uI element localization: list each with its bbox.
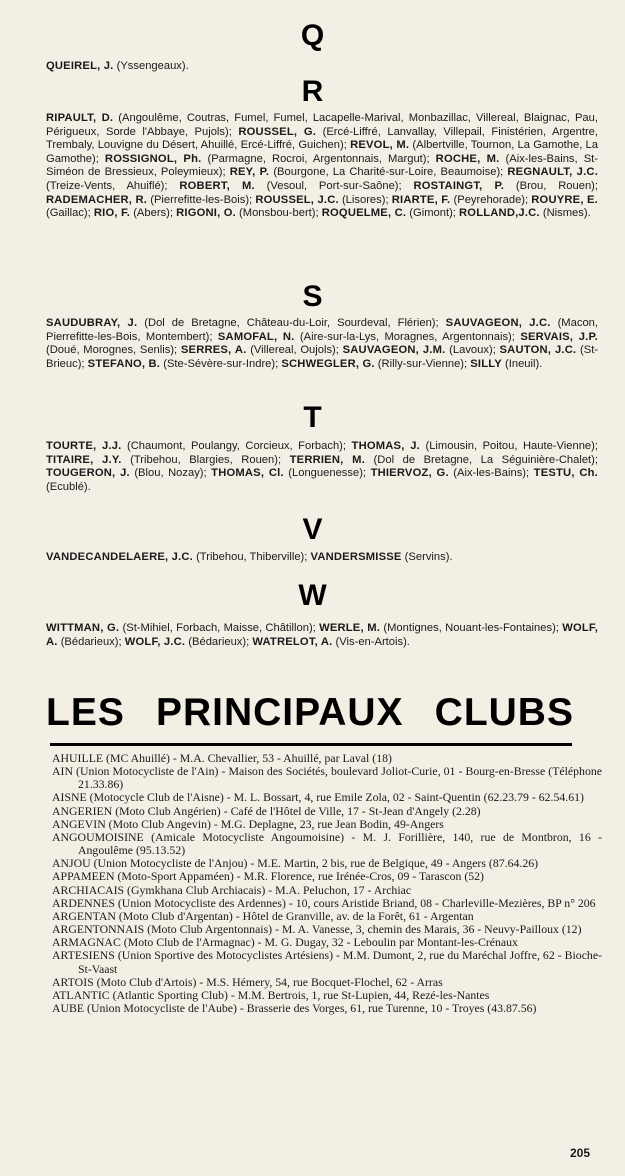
- club-entry: ARMAGNAC (Moto Club de l'Armagnac) - M. G. Dugay, 32 - Leboulin par Montant-les-Crénaux: [52, 935, 518, 950]
- entry-name: ROSSIGNOL, Ph.: [104, 152, 202, 165]
- entry-places: (Yssengeaux).: [113, 60, 189, 72]
- clubs-heading: [46, 688, 574, 738]
- entry-name: TESTU, Ch.: [533, 467, 598, 480]
- section-s-entries: [46, 317, 598, 371]
- entry-places: (Bédarieux);: [185, 635, 253, 648]
- entry-places: (Bédarieux);: [57, 635, 125, 648]
- heading-rule: [50, 743, 572, 746]
- entry-name: ROUSSEL, G.: [238, 125, 317, 138]
- entry-places: (Tribehou, Blargies, Rouen);: [121, 453, 290, 466]
- entry-name: TOURTE, J.J.: [46, 440, 122, 452]
- page-number: 205: [570, 1146, 591, 1160]
- entry-name: SAUDUBRAY, J.: [46, 317, 138, 329]
- entry-places: (Pierrefitte-les-Bois);: [147, 193, 256, 206]
- entry-places: (Peyrehorade);: [450, 193, 532, 206]
- heading-word-2: PRINCIPAUX: [155, 691, 404, 734]
- entry-name: THOMAS, J.: [351, 440, 420, 452]
- section-letter-t: T: [303, 401, 322, 434]
- section-r-entries: [46, 112, 598, 221]
- entry-name: THIERVOZ, G.: [370, 467, 449, 480]
- club-entry: AISNE (Motocycle Club de l'Aisne) - M. L. Bossart, 4, rue Emile Zola, 02 - Saint-Quentin (62.23.79 - 62.54.61): [52, 790, 584, 805]
- entry-places: (Angoulême, Coutras, Fumel, Fumel, Lacapelle-Marival, Monbazillac, Villereal, Blaignac, Pau, Périgueux, Sorde l'Abbaye, Pujols);: [46, 112, 598, 138]
- club-entry: AIN (Union Motocycliste de l'Ain) - Maison des Sociétés, boulevard Joliot-Curie, 01 - Bourg-en-Bresse (Téléphone 21.33.86): [52, 764, 602, 792]
- section-letter-s: S: [302, 280, 323, 313]
- entry-name: WOLF, A.: [46, 622, 598, 648]
- entry-name: SCHWEGLER, G.: [281, 357, 375, 370]
- entry-places: (Nismes).: [539, 207, 591, 220]
- entry-name: RADEMACHER, R.: [46, 193, 148, 206]
- entry-name: SAMOFAL, N.: [217, 330, 295, 343]
- entry-name: ROSTAINGT, P.: [413, 179, 505, 192]
- club-entry: AUBE (Union Motocycliste de l'Aube) - Brasserie des Vorges, 61, rue Turenne, 10 - Troyes (43.87.56): [52, 1000, 537, 1015]
- entry-name: SERRES, A.: [180, 344, 247, 357]
- entry-places: (Bourgone, La Charité-sur-Loire, Beaumoise);: [269, 166, 508, 179]
- entry-places: (Lisores);: [338, 193, 392, 206]
- club-entry: ANGEVIN (Moto Club Angevin) - M.G. Deplagne, 23, rue Jean Bodin, 49-Angers: [52, 816, 444, 831]
- entry-places: (St-Mihiel, Forbach, Maisse, Châtillon);: [119, 622, 320, 634]
- entry-name: SAUVAGEON, J.M.: [342, 344, 446, 357]
- entry-name: SILLY: [470, 357, 502, 370]
- entry-name: RIGONI, O.: [176, 207, 236, 220]
- entry-name: TOUGERON, J.: [46, 467, 130, 480]
- heading-word-1: LES: [46, 691, 125, 734]
- club-entry: ARTOIS (Moto Club d'Artois) - M.S. Hémery, 54, rue Bocquet-Flochel, 62 - Arras: [52, 974, 443, 989]
- entry-places: (Vis-en-Artois).: [332, 635, 410, 648]
- section-w-entries: [46, 622, 598, 649]
- entry-name: REVOL, M.: [350, 139, 410, 152]
- entry-places: (Blou, Nozay);: [129, 467, 212, 480]
- section-letter-w: W: [298, 579, 327, 612]
- entry-name: WITTMAN, G.: [46, 622, 120, 634]
- club-entry: ARCHIACAIS (Gymkhana Club Archiacais) - M.A. Peluchon, 17 - Archiac: [52, 882, 412, 897]
- entry-places: (Longuenesse);: [283, 467, 371, 480]
- entry-places: (Macon, Pierrefitte-les-Bois, Montembert);: [46, 317, 598, 343]
- entry-name: TITAIRE, J.Y.: [46, 453, 122, 466]
- entry-name: RIPAULT, D.: [46, 112, 114, 124]
- entry-places: (St-Brieuc);: [46, 344, 599, 370]
- clubs-list: [52, 752, 602, 1015]
- entry-places: (Aix-les-Bains);: [448, 467, 534, 480]
- entry-places: (Ecublé).: [46, 480, 91, 493]
- section-v-entries: [46, 551, 598, 565]
- entry-places: (Gaillac);: [46, 207, 94, 220]
- section-letter-r: R: [301, 75, 324, 108]
- entry-name: WOLF, J.C.: [124, 635, 186, 648]
- entry-places: (Tribehou, Thiberville);: [192, 551, 311, 563]
- club-entry: ANGERIEN (Moto Club Angérien) - Café de l'Hôtel de Ville, 17 - St-Jean d'Angely (2.28): [52, 803, 481, 818]
- entry-places: (Vesoul, Port-sur-Saône);: [254, 179, 414, 192]
- club-entry: APPAMEEN (Moto-Sport Appaméen) - M.R. Florence, rue Irénée-Cros, 09 - Tarascon (52): [52, 869, 484, 884]
- entry-places: (Aix-les-Bains, St-Siméon de Bressieux, Poleymieux);: [46, 152, 598, 179]
- entry-places: (Parmagne, Rocroi, Argentonnais, Margut);: [201, 152, 436, 165]
- entry-name: WERLE, M.: [319, 622, 381, 634]
- entry-name: STEFANO, B.: [87, 357, 161, 370]
- entry-name: RIO, F.: [93, 207, 131, 220]
- section-letter-q: Q: [300, 19, 325, 52]
- club-entry: ARGENTONNAIS (Moto Club Argentonnais) - M. A. Vanesse, 3, chemin des Marais, 36 - Neuvy-Pailloux (12): [52, 922, 582, 937]
- entry-name: REGNAULT, J.C.: [507, 166, 598, 179]
- entry-places: (Dol de Bretagne, Château-du-Loir, Sourdeval, Flérien);: [137, 317, 446, 329]
- entry-name: ROLLAND,J.C.: [459, 207, 540, 220]
- club-entry: ANGOUMOISINE (Amicale Motocycliste Angoumoisine) - M. J. Forillière, 140, rue de Montbron, 16 - Angoulême (95.13.52): [52, 829, 602, 858]
- entry-name: THOMAS, Cl.: [211, 467, 284, 480]
- entry-places: (Servins).: [401, 551, 453, 563]
- entry-name: REY, P.: [229, 166, 270, 179]
- entry-name: TERRIEN, M.: [289, 453, 366, 466]
- entry-places: (Villereal, Oujols);: [246, 344, 343, 357]
- entry-places: (Ineuil).: [501, 357, 543, 370]
- section-letter-v: V: [302, 513, 323, 546]
- entry-name: ROUYRE, E.: [531, 193, 598, 206]
- entry-places: (Doué, Morognes, Senlis);: [46, 344, 181, 357]
- entry-places: (Montignes, Nouant-les-Fontaines);: [380, 622, 563, 634]
- entry-places: (Abers);: [130, 207, 177, 220]
- entry-name: ROUSSEL, J.C.: [255, 193, 339, 206]
- entry-places: (Albertville, Tournon, La Gamothe, La Gamothe);: [46, 139, 598, 165]
- entry-places: (Chaumont, Poulangy, Corcieux, Forbach);: [121, 440, 352, 452]
- entry-places: (Lavoux);: [445, 344, 500, 357]
- entry-name: WATRELOT, A.: [252, 635, 333, 648]
- entry-places: (Ste-Sévère-sur-Indre);: [160, 357, 282, 370]
- club-entry: ARDENNES (Union Motocycliste des Ardennes) - 10, cours Aristide Briand, 08 - Charleville-Mezières, BP n° 206: [52, 895, 596, 910]
- entry-name: ROCHE, M.: [435, 152, 500, 165]
- section-q-entries: [46, 60, 598, 74]
- heading-word-3: CLUBS: [434, 691, 574, 734]
- entry-name: ROBERT, M.: [179, 179, 255, 192]
- club-entry: ATLANTIC (Atlantic Sporting Club) - M.M. Bertrois, 1, rue St-Lupien, 44, Rezé-les-Nantes: [52, 987, 490, 1002]
- entry-places: (Monsbou-bert);: [235, 207, 322, 220]
- entry-places: (Aire-sur-la-Lys, Moragnes, Argentonnais);: [294, 330, 521, 343]
- section-t-entries: [46, 440, 598, 494]
- entry-places: (Ercé-Liffré, Lanvallay, Villepail, Finistérien, Argentre, Trembaly, Louvigne du Désert, Ahuillé, Ercé-Liffré, Guichen);: [46, 125, 599, 152]
- entry-name: SERVAIS, J.P.: [520, 330, 598, 343]
- entry-name: ROQUELME, C.: [321, 207, 407, 220]
- entry-places: (Dol de Bretagne, La Séguinière-Chalet);: [365, 453, 598, 466]
- entry-places: (Gimont);: [406, 207, 460, 220]
- entry-name: SAUVAGEON, J.C.: [445, 317, 551, 329]
- entry-name: SAUTON, J.C.: [499, 344, 577, 357]
- entry-places: (Rilly-sur-Vienne);: [374, 357, 471, 370]
- club-entry: ANJOU (Union Motocycliste de l'Anjou) - M.E. Martin, 2 bis, rue de Belgique, 49 - Angers (87.64.26): [52, 856, 539, 871]
- entry-places: (Treize-Vents, Ahuiflé);: [46, 179, 180, 192]
- entry-name: QUEIREL, J.: [46, 60, 114, 72]
- entry-name: RIARTE, F.: [391, 193, 451, 206]
- entry-name: VANDECANDELAERE, J.C.: [46, 551, 193, 563]
- club-entry: AHUILLE (MC Ahuillé) - M.A. Chevallier, 53 - Ahuillé, par Laval (18): [52, 751, 392, 765]
- entry-places: (Limousin, Poitou, Haute-Vienne);: [419, 440, 598, 452]
- club-entry: ARGENTAN (Moto Club d'Argentan) - Hôtel de Granville, av. de la Forêt, 61 - Argentan: [52, 908, 474, 923]
- entry-name: VANDERSMISSE: [310, 551, 402, 563]
- club-entry: ARTESIENS (Union Sportive des Motocyclistes Artésiens) - M.M. Dumont, 2, rue du Maréchal Joffre, 62 - Bioche-St-Vaast: [52, 948, 602, 976]
- entry-places: (Brou, Rouen);: [504, 179, 599, 192]
